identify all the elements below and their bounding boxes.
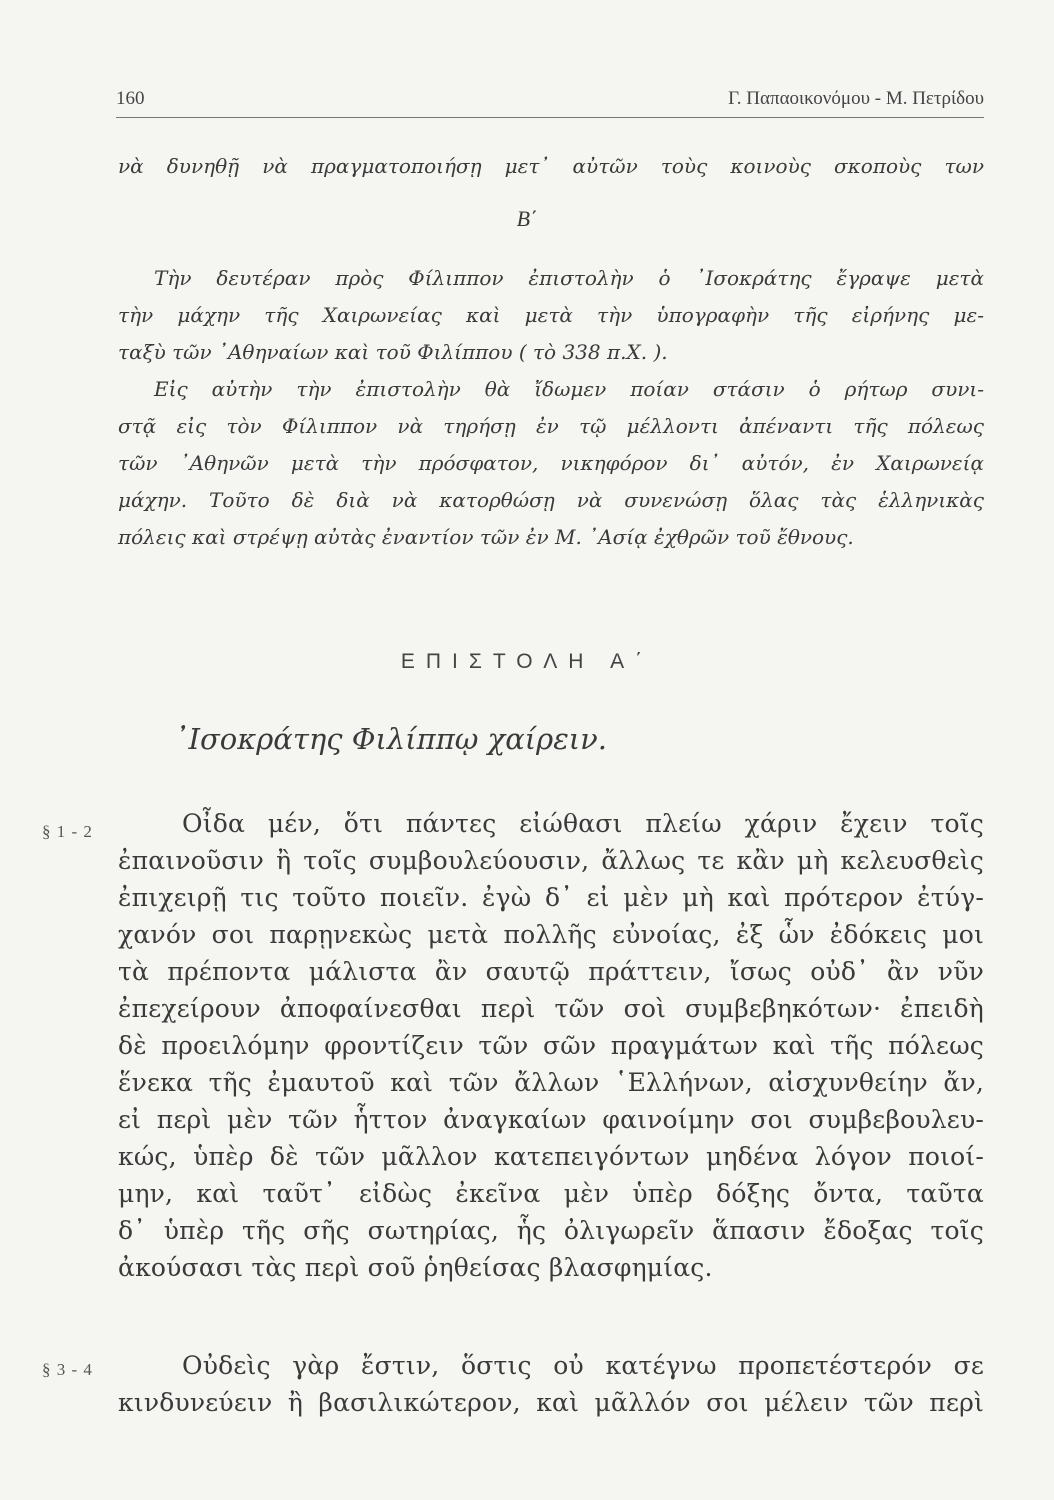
section-mark: Β΄ xyxy=(516,206,538,231)
text-line: μην, καὶ ταῦτ᾿ εἰδὼς ἐκεῖνα μὲν ὑπὲρ δόξης ὄντα, ταῦτα xyxy=(118,1179,984,1208)
letter-title: ΕΠΙΣΤΟΛΗ Α΄ xyxy=(400,650,654,673)
text-line: ἐπεχείρουν ἀποφαίνεσθαι περὶ τῶν σοὶ συμβεβηκότων· ἐπειδὴ xyxy=(118,994,984,1023)
text-line: Τὴν δευτέραν πρὸς Φίλιππον ἐπιστολὴν ὁ ᾿Ισοκράτης ἔγραψε μετὰ xyxy=(154,266,984,290)
text-line: ἐπιχειρῇ τις τοῦτο ποιεῖν. ἐγὼ δ᾿ εἰ μὲν μὴ καὶ πρότερον ἐτύγ- xyxy=(118,883,984,912)
text-line: ἕνεκα τῆς ἐμαυτοῦ καὶ τῶν ἄλλων ῾Ελλήνων, αἰσχυνθείην ἄν, xyxy=(118,1068,984,1097)
letter-paragraph-2 xyxy=(118,1347,984,1421)
page-header xyxy=(116,88,984,114)
text-line: μάχην. Τοῦτο δὲ διὰ νὰ κατορθώσῃ νὰ συνενώσῃ ὅλας τὰς ἑλληνικὰς xyxy=(118,488,984,512)
letter-greeting: ᾿Ισοκράτης Φιλίππῳ χαίρειν. xyxy=(174,722,607,756)
header-rule xyxy=(116,117,984,118)
text-line: εἰ περὶ μὲν τῶν ἧττον ἀναγκαίων φαινοίμην σοι συμβεβουλευ- xyxy=(118,1105,984,1134)
letter-paragraph-1 xyxy=(118,805,984,1286)
text-line: τὴν μάχην τῆς Χαιρωνείας καὶ μετὰ τὴν ὑπογραφὴν τῆς εἰρήνης με- xyxy=(118,303,984,327)
running-head-authors: Γ. Παπαοικονόμου - Μ. Πετρίδου xyxy=(728,88,984,109)
text-line: Οἶδα μέν, ὅτι πάντες εἰώθασι πλείω χάριν ἔχειν τοῖς xyxy=(182,809,984,838)
text-line: κινδυνεύειν ἢ βασιλικώτερον, καὶ μᾶλλόν σοι μέλειν τῶν περὶ xyxy=(118,1388,984,1417)
text-line: Οὐδεὶς γὰρ ἔστιν, ὅστις οὐ κατέγνω προπετέστερόν σε xyxy=(182,1351,984,1380)
text-line: νὰ δυνηθῇ νὰ πραγματοποιήσῃ μετ᾿ αὐτῶν τοὺς κοινοὺς σκοποὺς των xyxy=(118,154,984,178)
text-line: τὰ πρέποντα μάλιστα ἂν σαυτῷ πράττειν, ἴσως οὐδ᾿ ἂν νῦν xyxy=(118,957,984,986)
text-line: κώς, ὑπὲρ δὲ τῶν μᾶλλον κατεπειγόντων μηδένα λόγον ποιοί- xyxy=(118,1142,984,1171)
page-number: 160 xyxy=(116,88,145,109)
paragraph-number: § 1 - 2 xyxy=(42,822,93,841)
text-line: δ᾿ ὑπὲρ τῆς σῆς σωτηρίας, ἧς ὀλιγωρεῖν ἅπασιν ἔδοξας τοῖς xyxy=(118,1216,984,1245)
intro-paragraph-2 xyxy=(118,260,984,371)
text-line: ἐπαινοῦσιν ἢ τοῖς συμβουλεύουσιν, ἄλλως τε κἂν μὴ κελευσθεὶς xyxy=(118,846,984,875)
text-line: δὲ προειλόμην φροντίζειν τῶν σῶν πραγμάτων καὶ τῆς πόλεως xyxy=(118,1031,984,1060)
intro-line-1 xyxy=(118,148,984,185)
paragraph-number: § 3 - 4 xyxy=(42,1360,93,1379)
text-line: χανόν σοι παρῃνεκὼς μετὰ πολλῆς εὐνοίας, ἐξ ὧν ἐδόκεις μοι xyxy=(118,920,984,949)
text-line: ἀκούσασι τὰς περὶ σοῦ ῥηθείσας βλασφημίας. xyxy=(118,1253,713,1282)
intro-paragraph-3 xyxy=(118,371,984,556)
text-line: στᾷ εἰς τὸν Φίλιππον νὰ τηρήσῃ ἐν τῷ μέλλοντι ἀπέναντι τῆς πόλεως xyxy=(118,414,984,438)
text-line: τῶν ᾿Αθηνῶν μετὰ τὴν πρόσφατον, νικηφόρον δι᾿ αὐτόν, ἐν Χαιρωνείᾳ xyxy=(118,451,984,475)
text-line: Εἰς αὐτὴν τὴν ἐπιστολὴν θὰ ἴδωμεν ποίαν στάσιν ὁ ρήτωρ συνι- xyxy=(154,377,984,401)
text-line: ταξὺ τῶν ᾿Αθηναίων καὶ τοῦ Φιλίππου ( τὸ 338 π.Χ. ). xyxy=(118,340,668,364)
text-line: πόλεις καὶ στρέψῃ αὐτὰς ἐναντίον τῶν ἐν Μ. ᾿Ασίᾳ ἐχθρῶν τοῦ ἔθνους. xyxy=(118,525,854,549)
